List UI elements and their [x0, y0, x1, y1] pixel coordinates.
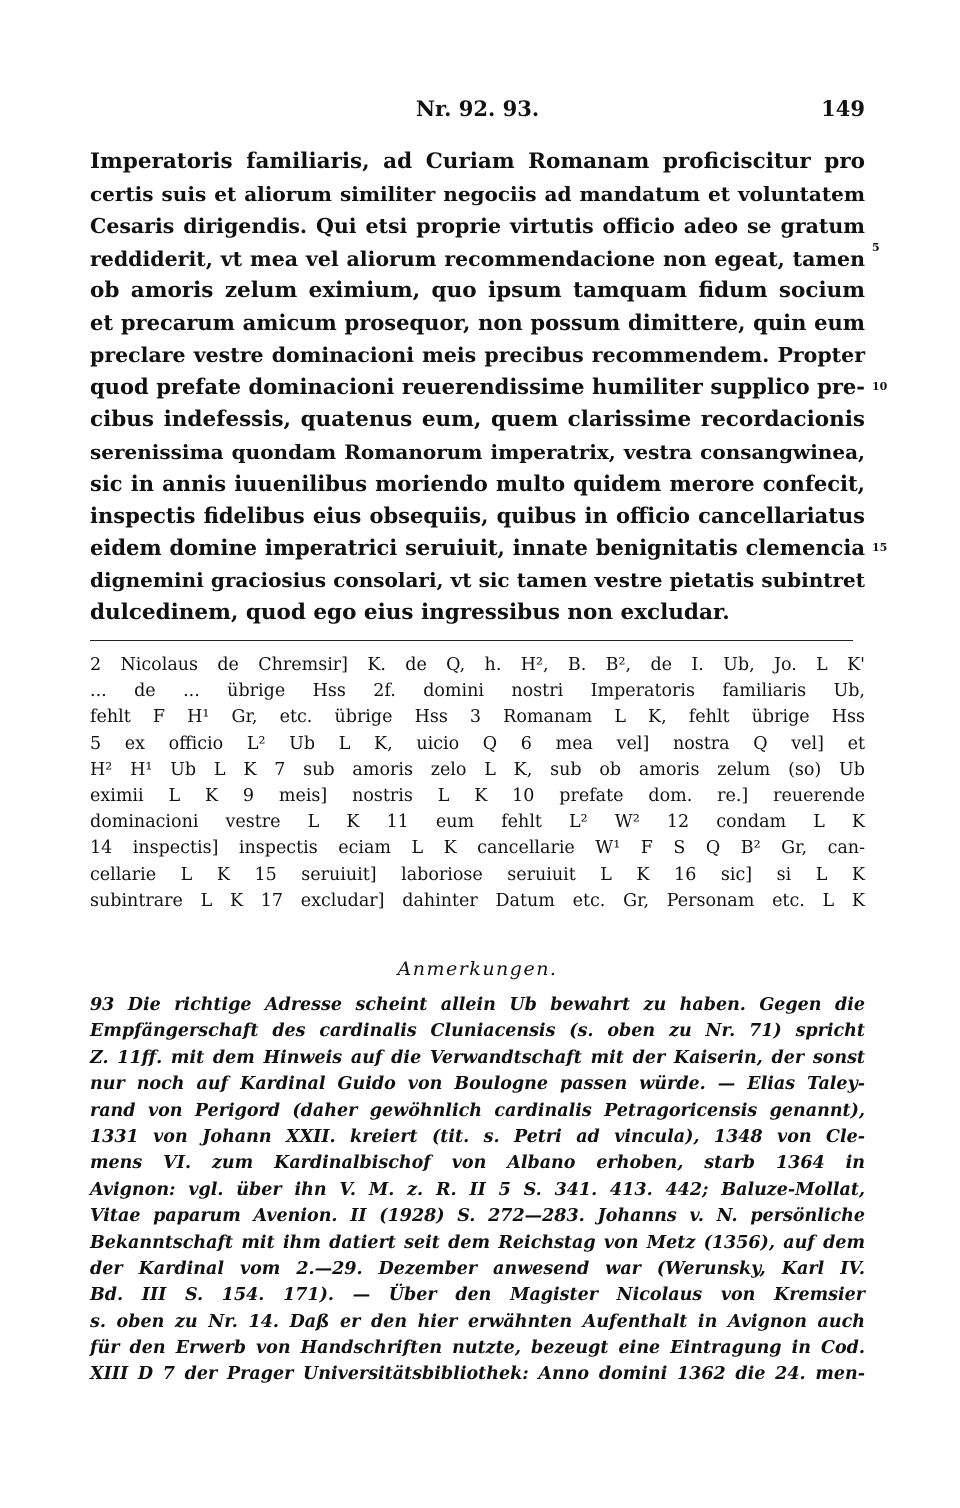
apparatus-line: ... de ... übrige Hss 2f. domini nostri Imperatoris familiaris Ub, [90, 681, 865, 702]
note-line: XIII D 7 der Prager Universitätsbibliothek: Anno domini 1362 die 24. men- [90, 1364, 865, 1385]
notes-text [90, 992, 865, 1388]
note-line: 93 Die richtige Adresse scheint allein Ub bewahrt zu haben. Gegen die [90, 995, 865, 1015]
note-line: Empfängerschaft des cardinalis Cluniacensis (s. oben zu Nr. 71) spricht [90, 1021, 865, 1042]
apparatus-line: subintrare L K 17 excludar] dahinter Datum etc. Gr, Personam etc. L K [90, 890, 865, 911]
text-line: inspectis fidelibus eius obsequiis, quibus in officio cancellariatus [90, 503, 865, 529]
main-text [90, 146, 865, 629]
line-number-15: 15 [872, 541, 888, 554]
apparatus-line: eximii L K 9 meis] nostris L K 10 prefate dom. re.] reuerende [90, 785, 865, 806]
text-line: quod prefate dominacioni reuerendissime humiliter supplico pre- [90, 374, 865, 400]
line-number-10: 10 [872, 380, 888, 393]
apparatus-line: dominacioni vestre L K 11 eum fehlt L² W² 12 condam L K [90, 812, 865, 833]
text-line: dignemini graciosius consolari, vt sic tamen vestre pietatis subintret [90, 568, 865, 593]
text-line: certis suis et aliorum similiter negociis ad mandatum et voluntatem [90, 182, 865, 207]
text-line: reddiderit, vt mea vel aliorum recommendacione non egeat, tamen [90, 246, 865, 271]
apparatus-line: cellarie L K 15 seruiuit] laboriose seruiuit L K 16 sic] si L K [90, 864, 865, 885]
note-line: für den Erwerb von Handschriften nutzte, bezeugt eine Eintragung in Cod. [90, 1338, 865, 1359]
note-line: mens VI. zum Kardinalbischof von Albano erhoben, starb 1364 in [90, 1153, 865, 1174]
critical-apparatus [90, 652, 865, 914]
page-header [90, 96, 865, 126]
text-line: ob amoris zelum eximium, quo ipsum tamquam fidum socium [90, 277, 865, 303]
text-line: dulcedinem, quod ego eius ingressibus non excludar. [90, 599, 730, 625]
notes-heading: Anmerkungen. [397, 958, 558, 980]
footnote-divider [90, 640, 853, 641]
apparatus-line: 14 inspectis] inspectis eciam L K cancellarie W¹ F S Q B² Gr, can- [90, 838, 865, 859]
note-line: Bd. III S. 154. 171). — Über den Magister Nicolaus von Kremsier [90, 1285, 865, 1306]
text-line: et precarum amicum prosequor, non possum dimittere, quin eum [90, 309, 865, 335]
text-line: preclare vestre dominacioni meis precibus recommendem. Propter [90, 343, 865, 368]
note-line: nur noch auf Kardinal Guido von Boulogne passen würde. — Elias Taley- [90, 1074, 865, 1095]
apparatus-line: H² H¹ Ub L K 7 sub amoris zelo L K, sub ob amoris zelum (so) Ub [90, 759, 865, 780]
line-number-5: 5 [872, 241, 880, 254]
apparatus-line: 5 ex officio L² Ub L K, uicio Q 6 mea vel] nostra Q vel] et [90, 733, 865, 754]
text-line: Cesaris dirigendis. Qui etsi proprie virtutis officio adeo se gratum [90, 214, 865, 239]
note-line: Z. 11ff. mit dem Hinweis auf die Verwandtschaft mit der Kaiserin, der sonst [90, 1047, 865, 1068]
text-line: Imperatoris familiaris, ad Curiam Romanam proficiscitur pro [90, 149, 865, 174]
page-number: 149 [821, 96, 865, 121]
running-title: Nr. 92. 93. [415, 96, 540, 121]
note-line: 1331 von Johann XXII. kreiert (tit. s. Petri ad vincula), 1348 von Cle- [90, 1126, 865, 1147]
apparatus-line: 2 Nicolaus de Chremsir] K. de Q, h. H², B. B², de I. Ub, Jo. L K' [90, 655, 865, 675]
note-line: Avignon: vgl. über ihn V. M. z. R. II 5 S. 341. 413. 442; Baluze-Mollat, [90, 1179, 865, 1200]
apparatus-line: fehlt F H¹ Gr, etc. übrige Hss 3 Romanam L K, fehlt übrige Hss [90, 707, 865, 728]
note-line: Vitae paparum Avenion. II (1928) S. 272—283. Johanns v. N. persönliche [90, 1206, 865, 1227]
text-line: eidem domine imperatrici seruiuit, innate benignitatis clemencia [90, 535, 865, 561]
note-line: der Kardinal vom 2.—29. Dezember anwesend war (Werunsky, Karl IV. [90, 1258, 865, 1279]
text-line: sic in annis iuuenilibus moriendo multo quidem merore confecit, [90, 470, 865, 496]
note-line: rand von Perigord (daher gewöhnlich cardinalis Petragoricensis genannt), [90, 1100, 865, 1121]
note-line: s. oben zu Nr. 14. Daß er den hier erwähnten Aufenthalt in Avignon auch [90, 1311, 865, 1332]
note-line: Bekanntschaft mit ihm datiert seit dem Reichstag von Metz (1356), auf dem [90, 1232, 865, 1253]
text-line: cibus indefessis, quatenus eum, quem clarissime recordacionis [90, 406, 865, 432]
text-line: serenissima quondam Romanorum imperatrix, vestra consangwinea, [90, 439, 865, 464]
